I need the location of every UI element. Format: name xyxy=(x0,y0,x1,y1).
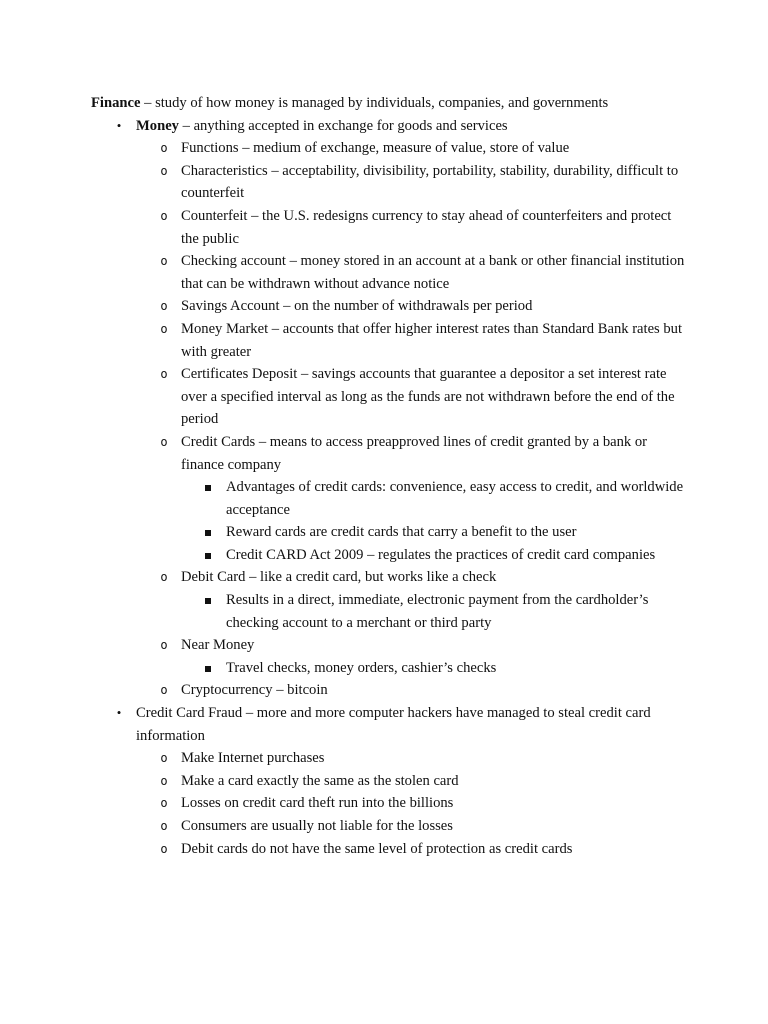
item-text: Losses on credit card theft run into the billions xyxy=(181,795,454,812)
circle-marker: o xyxy=(160,434,168,449)
circle-marker: o xyxy=(160,367,168,382)
finance-term: Finance xyxy=(91,95,141,111)
item-text: Debit cards do not have the same level of protection as credit cards xyxy=(181,840,573,857)
square-bullet-marker xyxy=(205,598,211,604)
money-definition: – anything accepted in exchange for goods and services xyxy=(178,117,508,134)
document-content xyxy=(91,92,691,860)
circle-marker: o xyxy=(160,141,168,156)
list-item xyxy=(136,679,691,702)
item-text: Credit Cards – means to access preapproved lines of credit granted by a bank or finance company xyxy=(181,433,648,473)
circle-marker: o xyxy=(160,254,168,269)
finance-definition xyxy=(91,92,691,115)
subitem-text: Advantages of credit cards: convenience, easy access to credit, and worldwide acceptance xyxy=(226,479,684,518)
list-item xyxy=(136,634,691,679)
item-text: Consumers are usually not liable for the losses xyxy=(181,818,453,834)
circle-marker: o xyxy=(160,638,168,653)
item-text: Near Money xyxy=(181,637,255,654)
square-bullet-marker xyxy=(205,530,211,536)
circle-marker: o xyxy=(160,321,168,336)
item-text: Cryptocurrency – bitcoin xyxy=(181,682,328,699)
circle-marker: o xyxy=(160,683,168,698)
list-item xyxy=(136,318,691,363)
circle-marker: o xyxy=(160,570,168,585)
item-text: Functions – medium of exchange, measure of value, store of value xyxy=(181,140,570,157)
bullet-marker: • xyxy=(116,705,122,721)
list-item xyxy=(136,770,691,793)
sub-list-item xyxy=(181,476,691,521)
subitem-text: Credit CARD Act 2009 – regulates the practices of credit card companies xyxy=(226,546,656,563)
square-bullet-marker xyxy=(205,485,211,491)
square-bullet-marker xyxy=(205,553,211,559)
sub-list-item xyxy=(181,521,691,544)
money-term: Money xyxy=(136,117,179,134)
fraud-definition: – more and more computer hackers have managed to steal credit card information xyxy=(136,705,651,744)
finance-definition-text: – study of how money is managed by individuals, companies, and governments xyxy=(140,95,609,111)
list-item xyxy=(136,363,691,431)
list-item xyxy=(136,160,691,205)
debit-card-subitems xyxy=(181,589,691,634)
circle-marker: o xyxy=(160,773,168,788)
item-text: Certificates Deposit – savings accounts that guarantee a depositor a set interest rate over a specified interval as long as the funds are not withdrawn before the end of the period xyxy=(181,366,675,428)
circle-marker: o xyxy=(160,751,168,766)
item-text: Make Internet purchases xyxy=(181,750,325,767)
item-text: Characteristics – acceptability, divisibility, portability, stability, durability, difficult to counterfeit xyxy=(181,162,679,202)
list-item xyxy=(136,566,691,634)
item-text: Money Market – accounts that offer higher interest rates than Standard Bank rates but with greater xyxy=(181,320,683,360)
list-item xyxy=(136,137,691,160)
bullet-marker: • xyxy=(116,117,122,133)
list-item xyxy=(136,431,691,567)
item-text: Make a card exactly the same as the stolen card xyxy=(181,772,459,789)
money-items xyxy=(91,137,691,702)
subitem-text: Travel checks, money orders, cashier’s checks xyxy=(226,659,497,676)
item-text: Savings Account – on the number of withdrawals per period xyxy=(181,298,533,315)
list-item xyxy=(136,295,691,318)
fraud-term: Credit Card Fraud xyxy=(136,705,243,722)
circle-marker: o xyxy=(160,163,168,178)
list-item xyxy=(136,250,691,295)
section-list xyxy=(91,115,691,861)
item-text: Checking account – money stored in an account at a bank or other financial institution that can be withdrawn without advance notice xyxy=(181,253,685,292)
list-item xyxy=(136,815,691,838)
circle-marker: o xyxy=(160,299,168,314)
section-credit-card-fraud xyxy=(91,702,691,860)
near-money-subitems xyxy=(181,657,691,680)
list-item xyxy=(136,747,691,770)
circle-marker: o xyxy=(160,819,168,833)
credit-card-subitems xyxy=(181,476,691,566)
item-text: Debit Card – like a credit card, but works like a check xyxy=(181,569,497,586)
subitem-text: Reward cards are credit cards that carry a benefit to the user xyxy=(226,524,577,541)
list-item xyxy=(136,792,691,815)
item-text: Counterfeit – the U.S. redesigns currency to stay ahead of counterfeiters and protect the public xyxy=(181,207,672,247)
list-item xyxy=(136,205,691,250)
circle-marker: o xyxy=(160,796,168,811)
sub-list-item xyxy=(181,589,691,634)
section-money xyxy=(91,115,691,702)
subitem-text: Results in a direct, immediate, electronic payment from the cardholder’s checking account to a merchant or third party xyxy=(226,592,649,631)
circle-marker: o xyxy=(160,208,168,223)
fraud-items xyxy=(91,747,691,860)
square-bullet-marker xyxy=(205,666,211,672)
list-item xyxy=(136,838,691,861)
sub-list-item xyxy=(181,544,691,567)
sub-list-item xyxy=(181,657,691,680)
circle-marker: o xyxy=(160,841,168,856)
